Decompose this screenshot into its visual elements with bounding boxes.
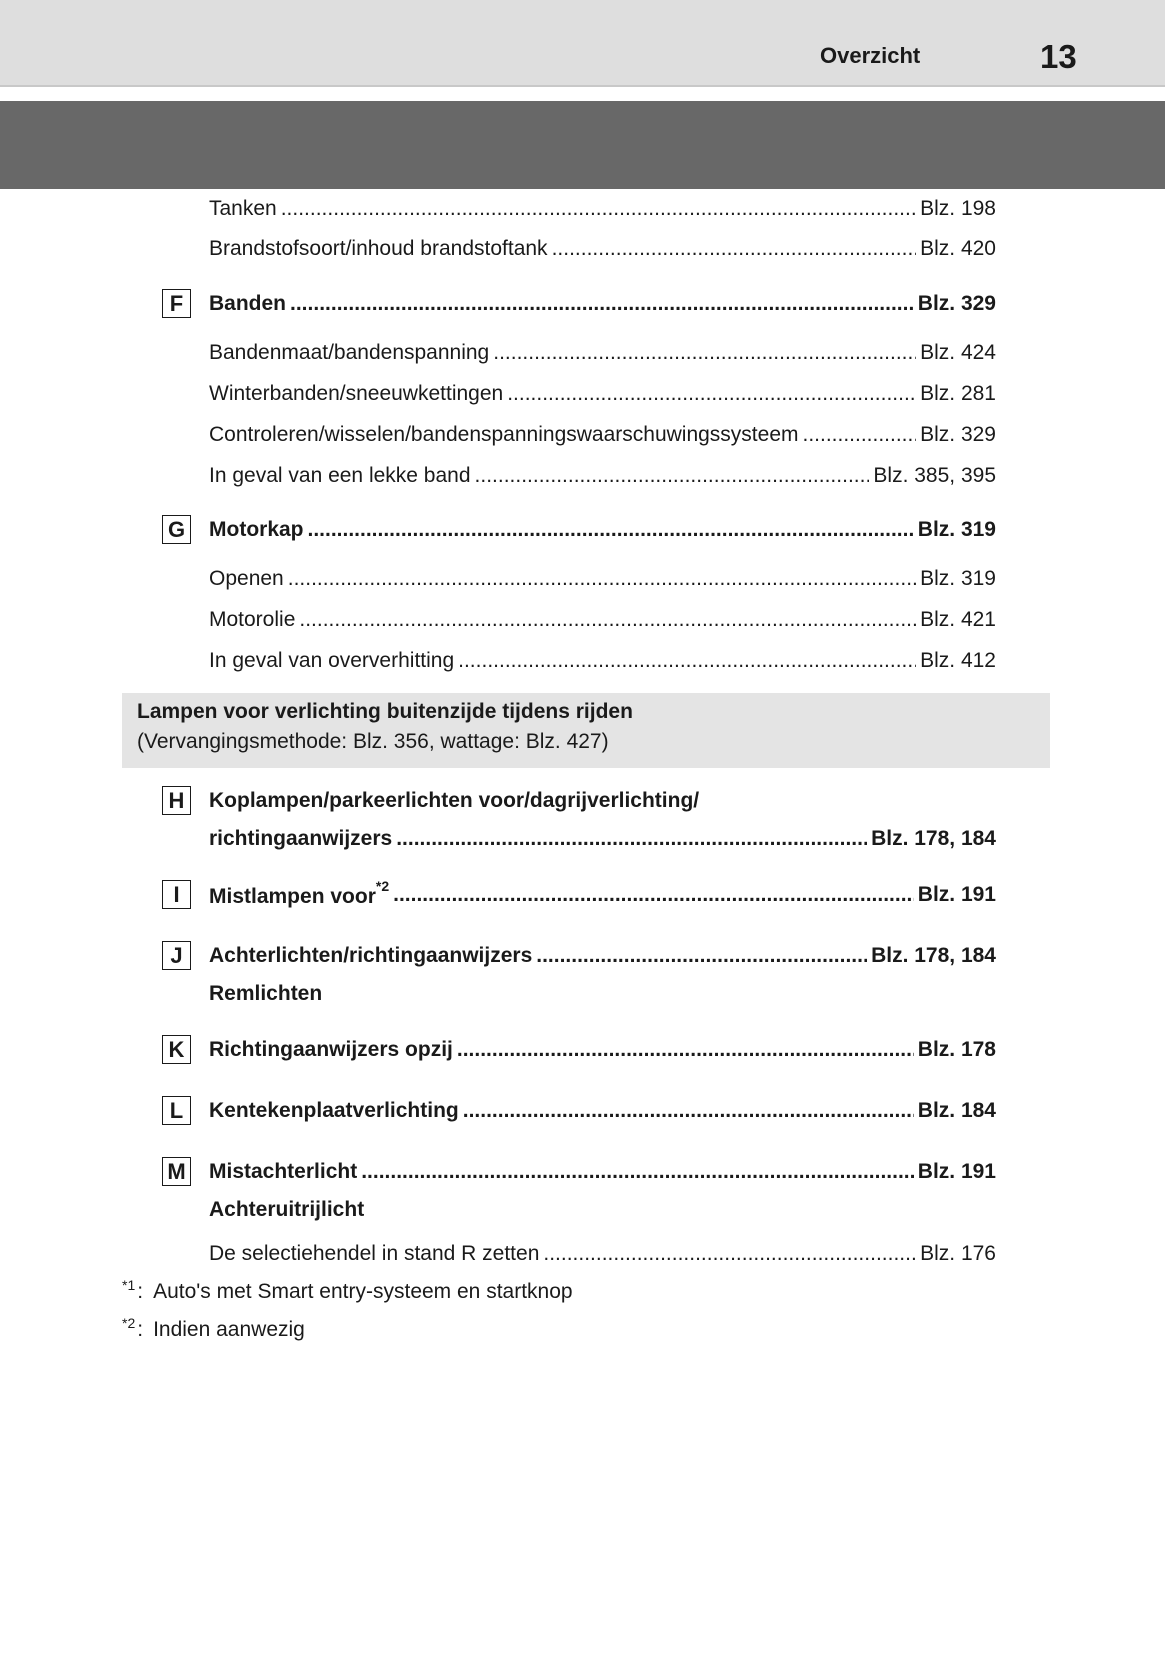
entry-page-ref: Blz. 178 — [917, 1038, 996, 1061]
entry-page-ref: Blz. 420 — [920, 237, 996, 260]
entry-page-ref: Blz. 421 — [920, 608, 996, 631]
entry-brandstof — [209, 235, 996, 263]
entry-label: Openen — [209, 567, 284, 590]
entry-mistachterlicht — [209, 1158, 996, 1186]
entry-label: Remlichten — [209, 982, 323, 1005]
entry-achterlichten — [209, 942, 996, 970]
entry-label: Bandenmaat/bandenspanning — [209, 341, 490, 364]
leader-dots — [458, 649, 916, 673]
entry-oververhitting — [209, 647, 996, 675]
entry-motorkap — [209, 516, 996, 544]
entry-label: Achteruitrijlicht — [209, 1198, 365, 1221]
leader-dots — [552, 237, 917, 261]
footnote-ref: *2 — [375, 877, 390, 894]
leader-dots — [396, 827, 867, 851]
entry-controleren — [209, 421, 996, 449]
letter-badge-j: J — [162, 941, 191, 970]
entry-motorolie — [209, 606, 996, 634]
footnote-text: Auto's met Smart entry-systeem en startknop — [153, 1280, 573, 1303]
letter-badge-m: M — [162, 1157, 191, 1186]
page-number: 13 — [1040, 38, 1077, 75]
entry-remlichten — [209, 980, 996, 1008]
entry-label — [209, 877, 390, 909]
entry-label: Tanken — [209, 197, 277, 220]
entry-tanken — [209, 195, 996, 223]
leader-dots — [536, 944, 867, 968]
section-subtitle: (Vervangingsmethode: Blz. 356, wattage: Blz. 427) — [137, 730, 609, 753]
footnote-colon: : — [137, 1318, 144, 1341]
footnote-colon: : — [137, 1280, 144, 1303]
footnote-text: Indien aanwezig — [153, 1318, 305, 1341]
entry-label: richtingaanwijzers — [209, 827, 393, 850]
entry-page-ref: Blz. 191 — [917, 1160, 996, 1183]
letter-badge-h: H — [162, 786, 191, 815]
entry-mistlampen — [209, 877, 996, 909]
entry-label: Achterlichten/richtingaanwijzers — [209, 944, 533, 967]
entry-page-ref: Blz. 191 — [917, 883, 996, 906]
entry-banden — [209, 290, 996, 318]
letter-badge-g: G — [162, 515, 191, 544]
entry-lekke-band — [209, 462, 996, 490]
footnote-mark: *2 — [122, 1315, 136, 1331]
entry-page-ref: Blz. 184 — [917, 1099, 996, 1122]
entry-page-ref: Blz. 178, 184 — [871, 827, 996, 850]
entry-richting-opzij — [209, 1036, 996, 1064]
leader-dots — [290, 292, 914, 316]
entry-bandenmaat — [209, 339, 996, 367]
leader-dots — [393, 883, 914, 907]
entry-label: Brandstofsoort/inhoud brandstoftank — [209, 237, 548, 260]
leader-dots — [299, 608, 916, 632]
entry-page-ref: Blz. 281 — [920, 382, 996, 405]
entry-page-ref: Blz. 424 — [920, 341, 996, 364]
header-band — [0, 101, 1165, 189]
entry-label: Winterbanden/sneeuwkettingen — [209, 382, 504, 405]
letter-badge-l: L — [162, 1096, 191, 1125]
entry-label: In geval van oververhitting — [209, 649, 455, 672]
entry-winterbanden — [209, 380, 996, 408]
entry-koplampen-line1 — [209, 787, 996, 815]
entry-label-text: Mistlampen voor — [209, 884, 376, 908]
letter-badge-k: K — [162, 1035, 191, 1064]
leader-dots — [361, 1160, 914, 1184]
leader-dots — [803, 423, 917, 447]
footnote-2 — [122, 1315, 305, 1342]
leader-dots — [457, 1038, 914, 1062]
entry-page-ref: Blz. 176 — [920, 1242, 996, 1265]
entry-page-ref: Blz. 319 — [917, 518, 996, 541]
entry-achteruitrijlicht — [209, 1196, 996, 1224]
page-header — [0, 0, 1165, 85]
letter-badge-f: F — [162, 289, 191, 318]
entry-page-ref: Blz. 329 — [920, 423, 996, 446]
entry-label: Motorolie — [209, 608, 296, 631]
entry-label: Richtingaanwijzers opzij — [209, 1038, 453, 1061]
leader-dots — [281, 197, 916, 221]
leader-dots — [288, 567, 916, 591]
entry-page-ref: Blz. 412 — [920, 649, 996, 672]
entry-label: Banden — [209, 292, 287, 315]
entry-label: Motorkap — [209, 518, 304, 541]
header-divider — [0, 85, 1165, 87]
entry-koplampen-line2 — [209, 825, 996, 853]
leader-dots — [463, 1099, 914, 1123]
entry-label: De selectiehendel in stand R zetten — [209, 1242, 540, 1265]
section-title: Lampen voor verlichting buitenzijde tijdens rijden — [137, 700, 633, 723]
entry-page-ref: Blz. 198 — [920, 197, 996, 220]
leader-dots — [475, 464, 870, 488]
entry-page-ref: Blz. 385, 395 — [873, 464, 996, 487]
leader-dots — [493, 341, 916, 365]
leader-dots — [308, 518, 914, 542]
footnote-mark: *1 — [122, 1277, 136, 1293]
entry-label: In geval van een lekke band — [209, 464, 471, 487]
leader-dots — [507, 382, 916, 406]
entry-selectiehendel — [209, 1240, 996, 1268]
entry-page-ref: Blz. 178, 184 — [871, 944, 996, 967]
header-section-title: Overzicht — [820, 43, 921, 68]
letter-badge-i: I — [162, 880, 191, 909]
entry-label: Kentekenplaatverlichting — [209, 1099, 459, 1122]
entry-kenteken — [209, 1097, 996, 1125]
entry-openen — [209, 565, 996, 593]
entry-page-ref: Blz. 319 — [920, 567, 996, 590]
footnote-1 — [122, 1277, 573, 1304]
entry-label: Controleren/wisselen/bandenspanningswaarschuwingssysteem — [209, 423, 799, 446]
entry-label: Koplampen/parkeerlichten voor/dagrijverlichting/ — [209, 789, 700, 812]
leader-dots — [543, 1242, 916, 1266]
entry-page-ref: Blz. 329 — [917, 292, 996, 315]
entry-label: Mistachterlicht — [209, 1160, 358, 1183]
